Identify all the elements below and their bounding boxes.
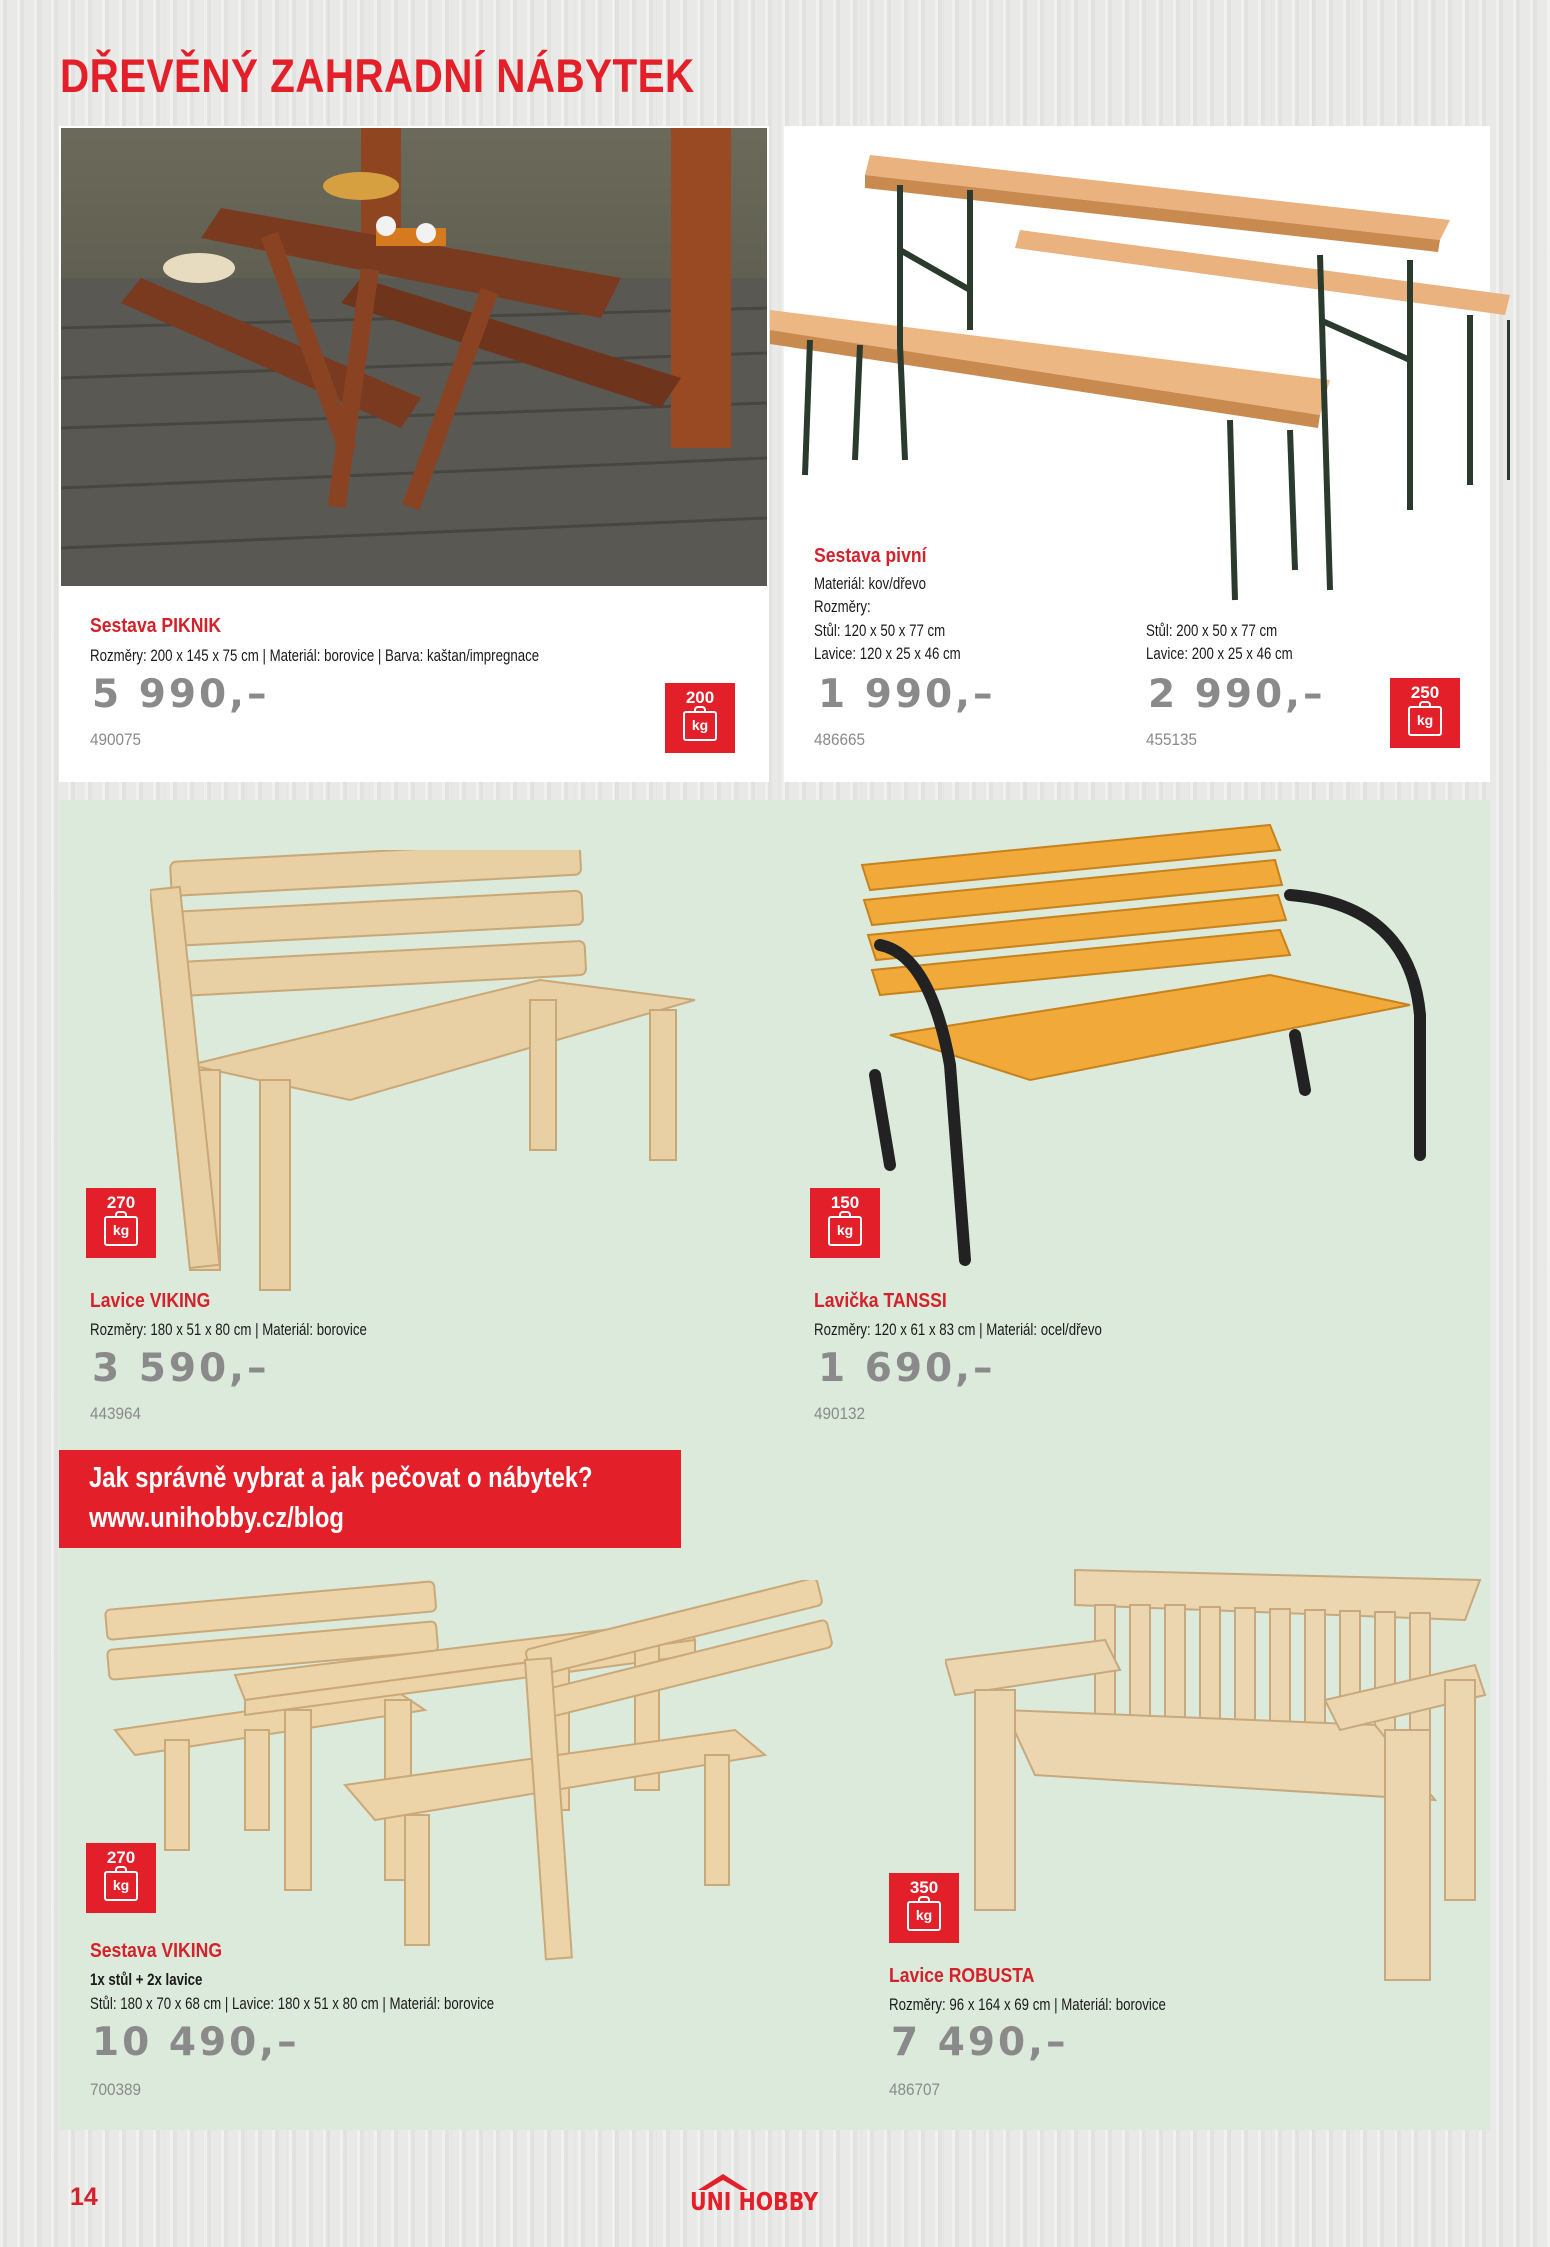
viking-sestava-load-value: 270 [106,1848,136,1867]
viking-sestava-desc: Stůl: 180 x 70 x 68 cm | Lavice: 180 x 51 x 80 cm | Materiál: borovice [90,1994,495,2013]
pivni-v1-stul: Stůl: 120 x 50 x 77 cm [814,621,946,640]
unihobby-logo [690,2172,860,2220]
viking-sestava-photo [95,1580,855,1970]
banner-link[interactable]: www.unihobby.cz/blog [89,1502,344,1534]
weight-icon [104,1216,138,1246]
tanssi-desc: Rozměry: 120 x 61 x 83 cm | Materiál: ocel/dřevo [814,1320,1102,1339]
pivni-v1-code: 486665 [814,730,866,749]
pivni-v1-lavice: Lavice: 120 x 25 x 46 cm [814,644,961,663]
logo-text: UNI HOBBY [690,2187,819,2216]
piknik-code: 490075 [90,730,142,749]
tanssi-price: 1 690,– [818,1346,996,1391]
tanssi-name [814,1290,947,1313]
viking-lavice-load-unit: kg [112,1222,130,1238]
viking-lavice-photo [150,850,710,1300]
tanssi-code: 490132 [814,1404,866,1423]
viking-lavice-desc: Rozměry: 180 x 51 x 80 cm | Materiál: borovice [90,1320,367,1339]
pivni-v2-price: 2 990,– [1148,672,1326,717]
pivni-photo [770,130,1510,610]
blog-banner[interactable] [59,1450,681,1548]
piknik-name-bold: PIKNIK [161,615,222,637]
viking-sestava-name-bold: VIKING [161,1940,223,1962]
pivni-name: Sestava pivní [814,545,927,567]
piknik-load-badge [665,683,735,753]
robusta-load-value: 350 [909,1878,939,1897]
banner-line1: Jak správně vybrat a jak pečovat o nábytek? [89,1462,593,1494]
pivni-dims-label: Rozměry: [814,597,871,616]
viking-lavice-load-badge [86,1188,156,1258]
tanssi-load-badge [810,1188,880,1258]
pivni-load-unit: kg [1416,712,1434,728]
tanssi-name-bold: TANSSI [883,1290,947,1312]
piknik-load-unit: kg [691,717,709,733]
piknik-load-value: 200 [685,688,715,707]
viking-sestava-price: 10 490,– [92,2020,300,2065]
viking-sestava-name [90,1940,222,1963]
pivni-material: Materiál: kov/dřevo [814,574,927,593]
tanssi-name-prefix: Lavička [814,1290,884,1312]
page-title: DŘEVĚNÝ ZAHRADNÍ NÁBYTEK [60,49,695,102]
viking-lavice-name [90,1290,210,1313]
pivni-load-badge [1390,678,1460,748]
robusta-load-unit: kg [915,1907,933,1923]
pivni-v2-stul: Stůl: 200 x 50 x 77 cm [1146,621,1278,640]
robusta-load-badge [889,1873,959,1943]
viking-lavice-code: 443964 [90,1404,142,1423]
robusta-name-prefix: Lavice [889,1965,949,1987]
robusta-price: 7 490,– [891,2020,1069,2065]
tanssi-photo [850,815,1430,1275]
viking-lavice-name-prefix: Lavice [90,1290,150,1312]
tanssi-load-value: 150 [830,1193,860,1212]
viking-sestava-load-badge [86,1843,156,1913]
piknik-name-prefix: Sestava [90,615,162,637]
viking-lavice-load-value: 270 [106,1193,136,1212]
robusta-desc: Rozměry: 96 x 164 x 69 cm | Materiál: borovice [889,1995,1166,2014]
piknik-photo [61,128,767,586]
piknik-desc: Rozměry: 200 x 145 x 75 cm | Materiál: borovice | Barva: kaštan/impregnace [90,646,540,665]
weight-icon [828,1216,862,1246]
viking-lavice-price: 3 590,– [92,1346,270,1391]
pivni-load-value: 250 [1410,683,1440,702]
viking-sestava-name-prefix: Sestava [90,1940,162,1962]
viking-sestava-load-unit: kg [112,1877,130,1893]
viking-sestava-subtitle: 1x stůl + 2x lavice [90,1970,203,1989]
robusta-code: 486707 [889,2080,941,2099]
robusta-name-bold: ROBUSTA [948,1965,1035,1987]
weight-icon [683,711,717,741]
robusta-name [889,1965,1034,1988]
piknik-name [90,615,221,638]
pivni-v1-price: 1 990,– [818,672,996,717]
pivni-v2-code: 455135 [1146,730,1198,749]
weight-icon [1408,706,1442,736]
viking-sestava-code: 700389 [90,2080,142,2099]
tanssi-load-unit: kg [836,1222,854,1238]
weight-icon [907,1901,941,1931]
piknik-price: 5 990,– [92,672,270,717]
weight-icon [104,1871,138,1901]
pivni-v2-lavice: Lavice: 200 x 25 x 46 cm [1146,644,1293,663]
viking-lavice-name-bold: VIKING [149,1290,211,1312]
robusta-photo [945,1560,1490,2000]
page-number: 14 [70,2183,98,2211]
